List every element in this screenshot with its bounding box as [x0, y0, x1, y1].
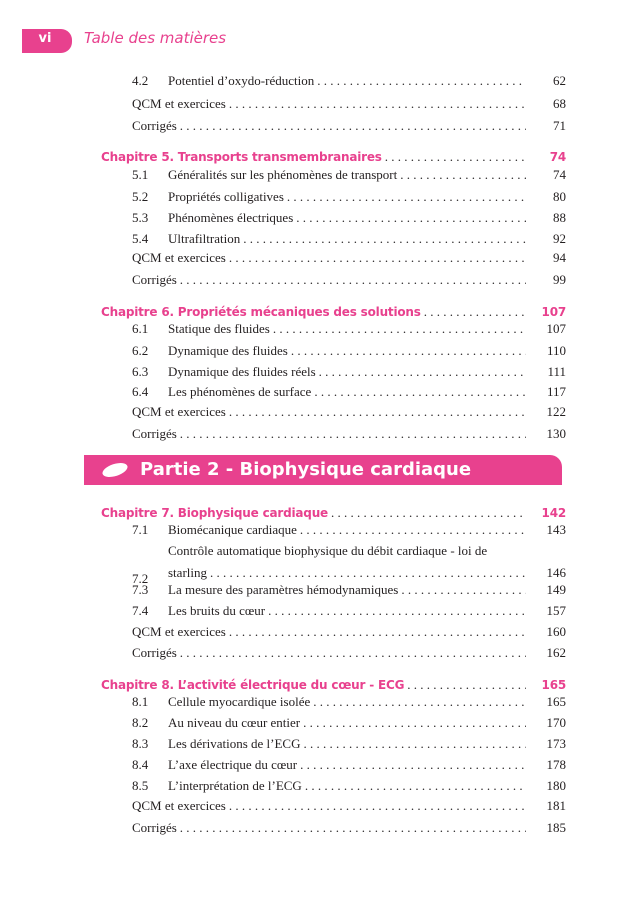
dot-leader — [180, 643, 526, 663]
entry-title: Dynamique des fluides — [168, 343, 288, 358]
dot-leader — [273, 319, 526, 339]
entry-page: 88 — [553, 210, 566, 225]
entry-title: Les dérivations de l’ECG — [168, 736, 301, 751]
dot-leader — [229, 796, 526, 816]
entry-page: 107 — [546, 321, 566, 336]
entry-title: L’axe électrique du cœur — [168, 757, 298, 772]
entry-page: 185 — [546, 820, 566, 835]
chapter-title: Chapitre 6. Propriétés mécaniques des solutions — [101, 305, 421, 319]
running-title: Table des matières — [84, 29, 227, 47]
toc-entry[interactable] — [132, 755, 566, 775]
entry-number: 8.4 — [132, 757, 149, 772]
entry-number: 8.3 — [132, 736, 149, 751]
dot-leader — [229, 94, 526, 114]
entry-number: 7.2 — [132, 571, 149, 586]
entry-number: 6.3 — [132, 364, 149, 379]
dot-leader — [303, 713, 526, 733]
dot-leader — [305, 776, 526, 796]
dot-leader — [229, 248, 526, 268]
entry-page: 170 — [546, 715, 566, 730]
entry-page: 122 — [546, 404, 566, 419]
entry-title: Généralités sur les phénomènes de transport — [168, 167, 398, 182]
toc-entry[interactable] — [132, 94, 566, 114]
toc-entry[interactable] — [132, 382, 566, 402]
entry-page: 149 — [546, 582, 566, 597]
entry-page: 180 — [546, 778, 566, 793]
dot-leader — [304, 734, 527, 754]
toc-entry[interactable] — [132, 424, 566, 444]
chapter-title: Chapitre 8. L’activité électrique du cœur - ECG — [101, 678, 405, 692]
toc-entry[interactable] — [132, 520, 566, 540]
entry-page: 160 — [546, 624, 566, 639]
entry-title-line2: starling — [168, 565, 207, 580]
dot-leader — [180, 116, 526, 136]
entry-page: 181 — [546, 798, 566, 813]
dot-leader — [300, 520, 526, 540]
toc-entry[interactable] — [132, 71, 566, 91]
dot-leader — [291, 341, 526, 361]
toc-entry[interactable] — [132, 248, 566, 268]
toc-entry[interactable] — [132, 319, 566, 339]
dot-leader — [180, 424, 526, 444]
chapter-page: 165 — [541, 678, 566, 692]
toc-entry[interactable] — [132, 692, 566, 712]
dot-leader — [243, 229, 526, 249]
entry-title: Dynamique des fluides réels — [168, 364, 316, 379]
chapter-title: Chapitre 7. Biophysique cardiaque — [101, 506, 328, 520]
entry-number: 5.4 — [132, 231, 149, 246]
entry-title: Propriétés colligatives — [168, 189, 284, 204]
entry-title: QCM et exercices — [132, 250, 226, 265]
entry-number: 8.2 — [132, 715, 149, 730]
entry-page: 74 — [553, 167, 566, 182]
entry-page: 92 — [553, 231, 566, 246]
dot-leader — [229, 622, 526, 642]
entry-page: 162 — [546, 645, 566, 660]
entry-title: Corrigés — [132, 645, 177, 660]
entry-title: Cellule myocardique isolée — [168, 694, 311, 709]
toc-entry[interactable] — [132, 580, 566, 600]
dot-leader — [296, 208, 526, 228]
toc-entry[interactable] — [132, 402, 566, 422]
page-header — [0, 0, 638, 80]
toc-entry[interactable] — [132, 818, 566, 838]
dot-leader — [319, 362, 526, 382]
dot-leader — [180, 270, 526, 290]
toc-entry[interactable] — [132, 187, 566, 207]
chapter-page: 142 — [541, 506, 566, 520]
dot-leader — [313, 692, 526, 712]
dot-leader — [400, 165, 526, 185]
dot-leader — [287, 187, 526, 207]
dot-leader — [180, 818, 526, 838]
dot-leader — [268, 601, 526, 621]
chapter-title: Chapitre 5. Transports transmembranaires — [101, 150, 382, 164]
toc-entry[interactable] — [132, 643, 566, 663]
entry-page: 94 — [553, 250, 566, 265]
entry-title: Au niveau du cœur entier — [168, 715, 301, 730]
dot-leader — [317, 71, 526, 91]
entry-number: 8.5 — [132, 778, 149, 793]
entry-title: Les bruits du cœur — [168, 603, 266, 618]
entry-page: 165 — [546, 694, 566, 709]
entry-number: 7.1 — [132, 522, 149, 537]
toc-entry[interactable] — [132, 622, 566, 642]
toc-entry[interactable] — [132, 796, 566, 816]
entry-page: 71 — [553, 118, 566, 133]
dot-leader — [385, 147, 526, 167]
entry-title: Corrigés — [132, 426, 177, 441]
entry-title: Corrigés — [132, 820, 177, 835]
entry-number: 6.2 — [132, 343, 149, 358]
entry-title: Les phénomènes de surface — [168, 384, 312, 399]
dot-leader — [314, 382, 526, 402]
chapter-heading[interactable] — [101, 147, 566, 167]
entry-title: Corrigés — [132, 118, 177, 133]
entry-number: 8.1 — [132, 694, 149, 709]
entry-title: Statique des fluides — [168, 321, 270, 336]
entry-number: 4.2 — [132, 73, 149, 88]
entry-number: 6.4 — [132, 384, 149, 399]
entry-page: 110 — [546, 343, 566, 358]
leaf-icon — [101, 460, 129, 479]
entry-title: QCM et exercices — [132, 624, 226, 639]
toc-entry[interactable] — [132, 165, 566, 185]
toc-entry[interactable] — [132, 229, 566, 249]
entry-page: 173 — [546, 736, 566, 751]
entry-page: 62 — [553, 73, 566, 88]
entry-page: 111 — [547, 364, 566, 379]
toc-entry[interactable] — [132, 713, 566, 733]
entry-number: 5.1 — [132, 167, 149, 182]
entry-number: 7.3 — [132, 582, 149, 597]
entry-page: 80 — [553, 189, 566, 204]
toc-entry[interactable] — [132, 734, 566, 754]
dot-leader — [229, 402, 526, 422]
entry-title: QCM et exercices — [132, 404, 226, 419]
dot-leader — [401, 580, 526, 600]
toc-entry[interactable] — [132, 776, 566, 796]
entry-page: 130 — [546, 426, 566, 441]
entry-page: 178 — [546, 757, 566, 772]
toc-entry[interactable] — [132, 341, 566, 361]
entry-number: 5.3 — [132, 210, 149, 225]
toc-entry[interactable] — [132, 541, 566, 586]
entry-page: 146 — [546, 565, 566, 580]
entry-page: 68 — [553, 96, 566, 111]
toc-entry[interactable] — [132, 208, 566, 228]
entry-title: Potentiel d’oxydo-réduction — [168, 73, 315, 88]
entry-page: 157 — [546, 603, 566, 618]
part-banner[interactable] — [84, 455, 562, 485]
entry-title: Ultrafiltration — [168, 231, 241, 246]
chapter-page: 107 — [541, 305, 566, 319]
toc-entry[interactable] — [132, 270, 566, 290]
entry-title: Biomécanique cardiaque — [168, 522, 297, 537]
toc-entry[interactable] — [132, 116, 566, 136]
part-title: Partie 2 - Biophysique cardiaque — [140, 459, 472, 480]
entry-page: 117 — [546, 384, 566, 399]
entry-title: L’interprétation de l’ECG — [168, 778, 302, 793]
entry-title: Corrigés — [132, 272, 177, 287]
entry-number: 7.4 — [132, 603, 149, 618]
entry-title: La mesure des paramètres hémodynamiques — [168, 582, 399, 597]
entry-title-block — [168, 541, 566, 583]
toc-entry[interactable] — [132, 362, 566, 382]
dot-leader — [300, 755, 526, 775]
entry-number: 5.2 — [132, 189, 149, 204]
page-number: vi — [38, 31, 52, 46]
entry-title: QCM et exercices — [132, 798, 226, 813]
toc-entry[interactable] — [132, 601, 566, 621]
chapter-page: 74 — [549, 150, 566, 164]
entry-page: 99 — [553, 272, 566, 287]
entry-number: 6.1 — [132, 321, 149, 336]
entry-title: QCM et exercices — [132, 96, 226, 111]
entry-page: 143 — [546, 522, 566, 537]
entry-title: Contrôle automatique biophysique du débit cardiaque - loi de — [168, 543, 488, 558]
entry-title: Phénomènes électriques — [168, 210, 294, 225]
